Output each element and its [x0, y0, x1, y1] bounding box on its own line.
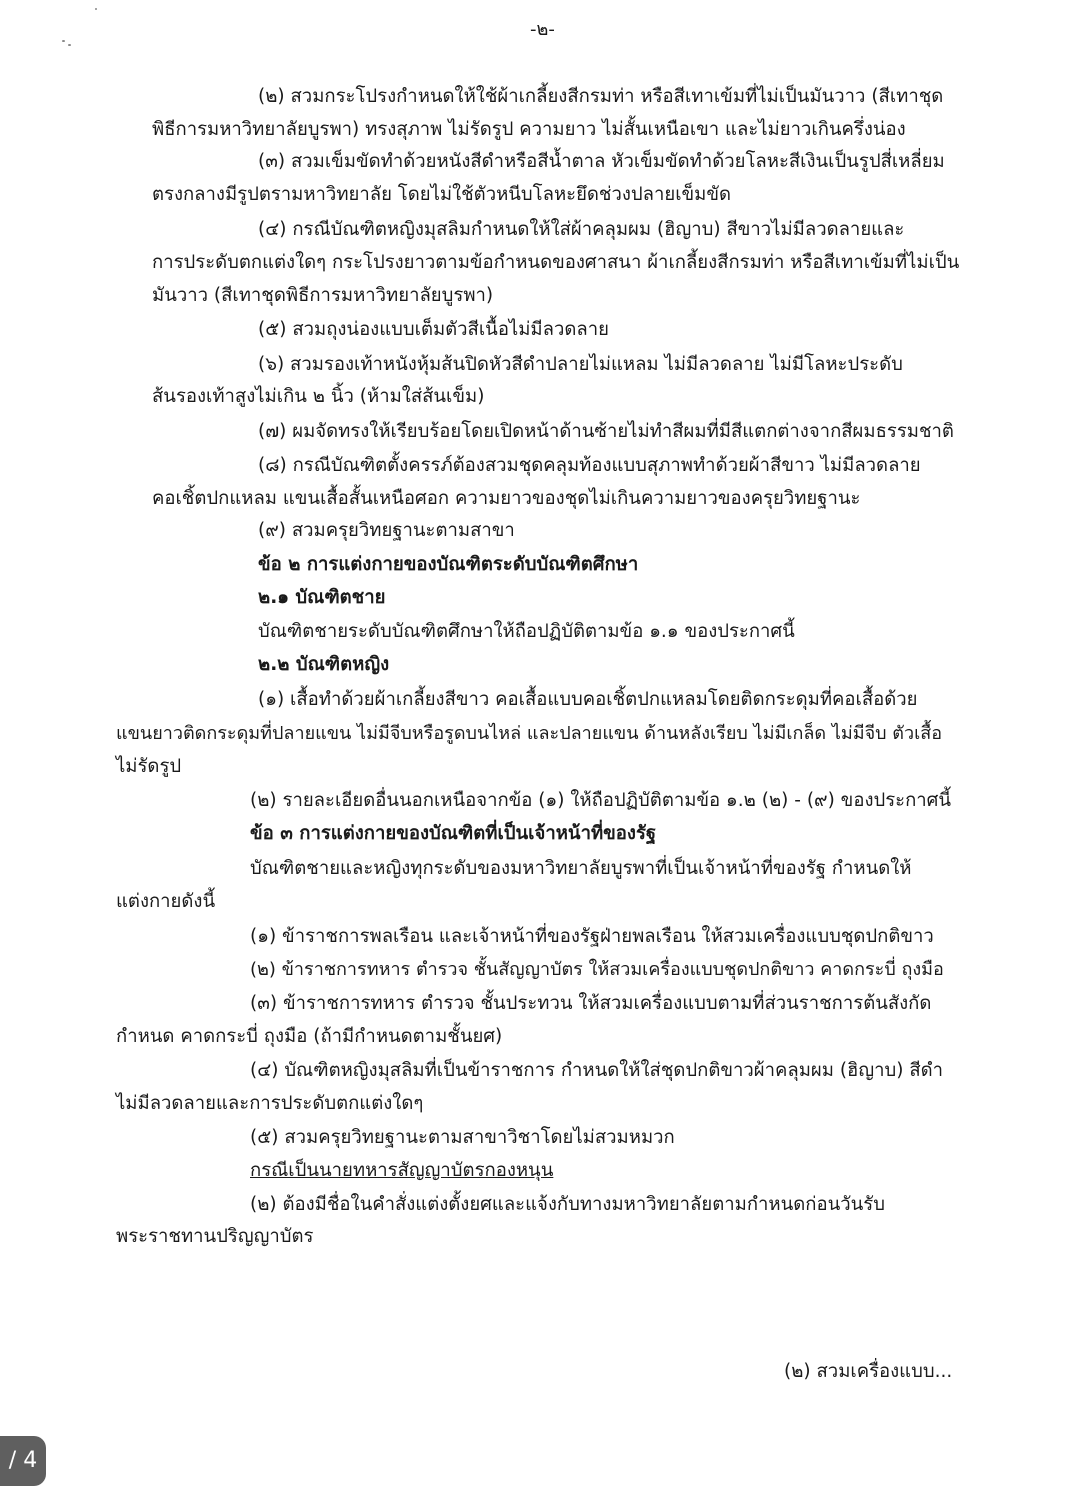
text-line: (๒) ต้องมีชื่อในคำสั่งแต่งตั้งยศและแจ้งกับทางมหาวิทยาลัยตามกำหนดก่อนวันรับ: [250, 1194, 885, 1215]
text-line: บัณฑิตชายและหญิงทุกระดับของมหาวิทยาลัยบูรพาที่เป็นเจ้าหน้าที่ของรัฐ กำหนดให้: [250, 858, 912, 879]
text-line: พระราชทานปริญญาบัตร: [116, 1226, 314, 1247]
text-line: แต่งกายดังนี้: [116, 891, 216, 912]
scan-speck: [68, 44, 71, 46]
scan-speck: [62, 40, 65, 42]
text-line: (๙) สวมครุยวิทยฐานะตามสาขา: [258, 520, 515, 541]
section-heading: ข้อ ๒ การแต่งกายของบัณฑิตระดับบัณฑิตศึกษา: [258, 554, 639, 575]
underlined-heading: กรณีเป็นนายทหารสัญญาบัตรกองหนุน: [250, 1160, 554, 1181]
text-line: ไม่รัดรูป: [116, 756, 182, 777]
text-line: (๒) รายละเอียดอื่นนอกเหนือจากข้อ (๑) ให้ถือปฏิบัติตามข้อ ๑.๒ (๒) - (๙) ของประกาศนี้: [250, 790, 952, 811]
text-line: ตรงกลางมีรูปตรามหาวิทยาลัย โดยไม่ใช้ตัวหนีบโลหะยึดช่วงปลายเข็มขัด: [152, 184, 732, 205]
text-line: (๑) เสื้อทำด้วยผ้าเกลี้ยงสีขาว คอเสื้อแบบคอเชิ้ตปกแหลมโดยติดกระดุมที่คอเสื้อด้วย: [258, 689, 918, 710]
text-line: (๔) กรณีบัณฑิตหญิงมุสลิมกำหนดให้ใส่ผ้าคลุมผม (ฮิญาบ) สีขาวไม่มีลวดลายและ: [258, 219, 905, 240]
text-line: มันวาว (สีเทาชุดพิธีการมหาวิทยาลัยบูรพา): [152, 285, 494, 306]
text-line: (๒) สวมกระโปรงกำหนดให้ใช้ผ้าเกลี้ยงสีกรมท่า หรือสีเทาเข้มที่ไม่เป็นมันวาว (สีเทาชุด: [258, 86, 944, 107]
text-line: (๖) สวมรองเท้าหนังหุ้มส้นปิดหัวสีดำปลายไม่แหลม ไม่มีลวดลาย ไม่มีโลหะประดับ: [258, 354, 903, 375]
section-heading: ข้อ ๓ การแต่งกายของบัณฑิตที่เป็นเจ้าหน้าที่ของรัฐ: [250, 823, 657, 844]
subsection-heading: ๒.๑ บัณฑิตชาย: [258, 587, 386, 608]
text-line: (๕) สวมครุยวิทยฐานะตามสาขาวิชาโดยไม่สวมหมวก: [250, 1127, 675, 1148]
text-line: (๗) ผมจัดทรงให้เรียบร้อยโดยเปิดหน้าด้านซ้ายไม่ทำสีผมที่มีสีแตกต่างจากสีผมธรรมชาติ: [258, 421, 954, 442]
text-line: ส้นรองเท้าสูงไม่เกิน ๒ นิ้ว (ห้ามใส่ส้นเข็ม): [152, 386, 485, 407]
text-line: (๔) บัณฑิตหญิงมุสลิมที่เป็นข้าราชการ กำหนดให้ใส่ชุดปกติขาวผ้าคลุมผม (ฮิญาบ) สีดำ: [250, 1060, 944, 1081]
scan-speck: [95, 8, 97, 10]
text-line: (๕) สวมถุงน่องแบบเต็มตัวสีเนื้อไม่มีลวดลาย: [258, 319, 609, 340]
text-line: (๓) ข้าราชการทหาร ตำรวจ ชั้นประทวน ให้สวมเครื่องแบบตามที่ส่วนราชการต้นสังกัด: [250, 993, 932, 1014]
text-line: คอเชิ้ตปกแหลม แขนเสื้อสั้นเหนือศอก ความยาวของชุดไม่เกินความยาวของครุยวิทยฐานะ: [152, 488, 861, 509]
text-line: ไม่มีลวดลายและการประดับตกแต่งใดๆ: [116, 1093, 424, 1114]
text-line: (๘) กรณีบัณฑิตตั้งครรภ์ต้องสวมชุดคลุมท้องแบบสุภาพทำด้วยผ้าสีขาว ไม่มีลวดลาย: [258, 455, 921, 476]
text-line: แขนยาวติดกระดุมที่ปลายแขน ไม่มีจีบหรือรูดบนไหล่ และปลายแขน ด้านหลังเรียบ ไม่มีเกล็ด ไม่มีจีบ ตัวเสื้อ: [116, 723, 943, 744]
continuation-note: (๒) สวมเครื่องแบบ...: [784, 1361, 953, 1382]
text-line: (๓) สวมเข็มขัดทำด้วยหนังสีดำหรือสีน้ำตาล หัวเข็มขัดทำด้วยโลหะสีเงินเป็นรูปสี่เหลี่ยม: [258, 151, 945, 172]
text-line: บัณฑิตชายระดับบัณฑิตศึกษาให้ถือปฏิบัติตามข้อ ๑.๑ ของประกาศนี้: [258, 621, 795, 642]
page-number: -๒-: [530, 19, 555, 40]
text-line: (๑) ข้าราชการพลเรือน และเจ้าหน้าที่ของรัฐฝ่ายพลเรือน ให้สวมเครื่องแบบชุดปกติขาว: [250, 926, 934, 947]
text-line: พิธีการมหาวิทยาลัยบูรพา) ทรงสุภาพ ไม่รัดรูป ความยาว ไม่สั้นเหนือเขา และไม่ยาวเกินครึ่งน่อง: [152, 119, 906, 140]
page-indicator-badge[interactable]: / 4: [0, 1436, 46, 1486]
text-line: กำหนด คาดกระบี่ ถุงมือ (ถ้ามีกำหนดตามชั้นยศ): [116, 1026, 503, 1047]
subsection-heading: ๒.๒ บัณฑิตหญิง: [258, 654, 390, 675]
text-line: การประดับตกแต่งใดๆ กระโปรงยาวตามข้อกำหนดของศาสนา ผ้าเกลี้ยงสีกรมท่า หรือสีเทาเข้มที่ไม่เป็น: [152, 252, 960, 273]
text-line: (๒) ข้าราชการทหาร ตำรวจ ชั้นสัญญาบัตร ให้สวมเครื่องแบบชุดปกติขาว คาดกระบี่ ถุงมือ: [250, 959, 944, 980]
